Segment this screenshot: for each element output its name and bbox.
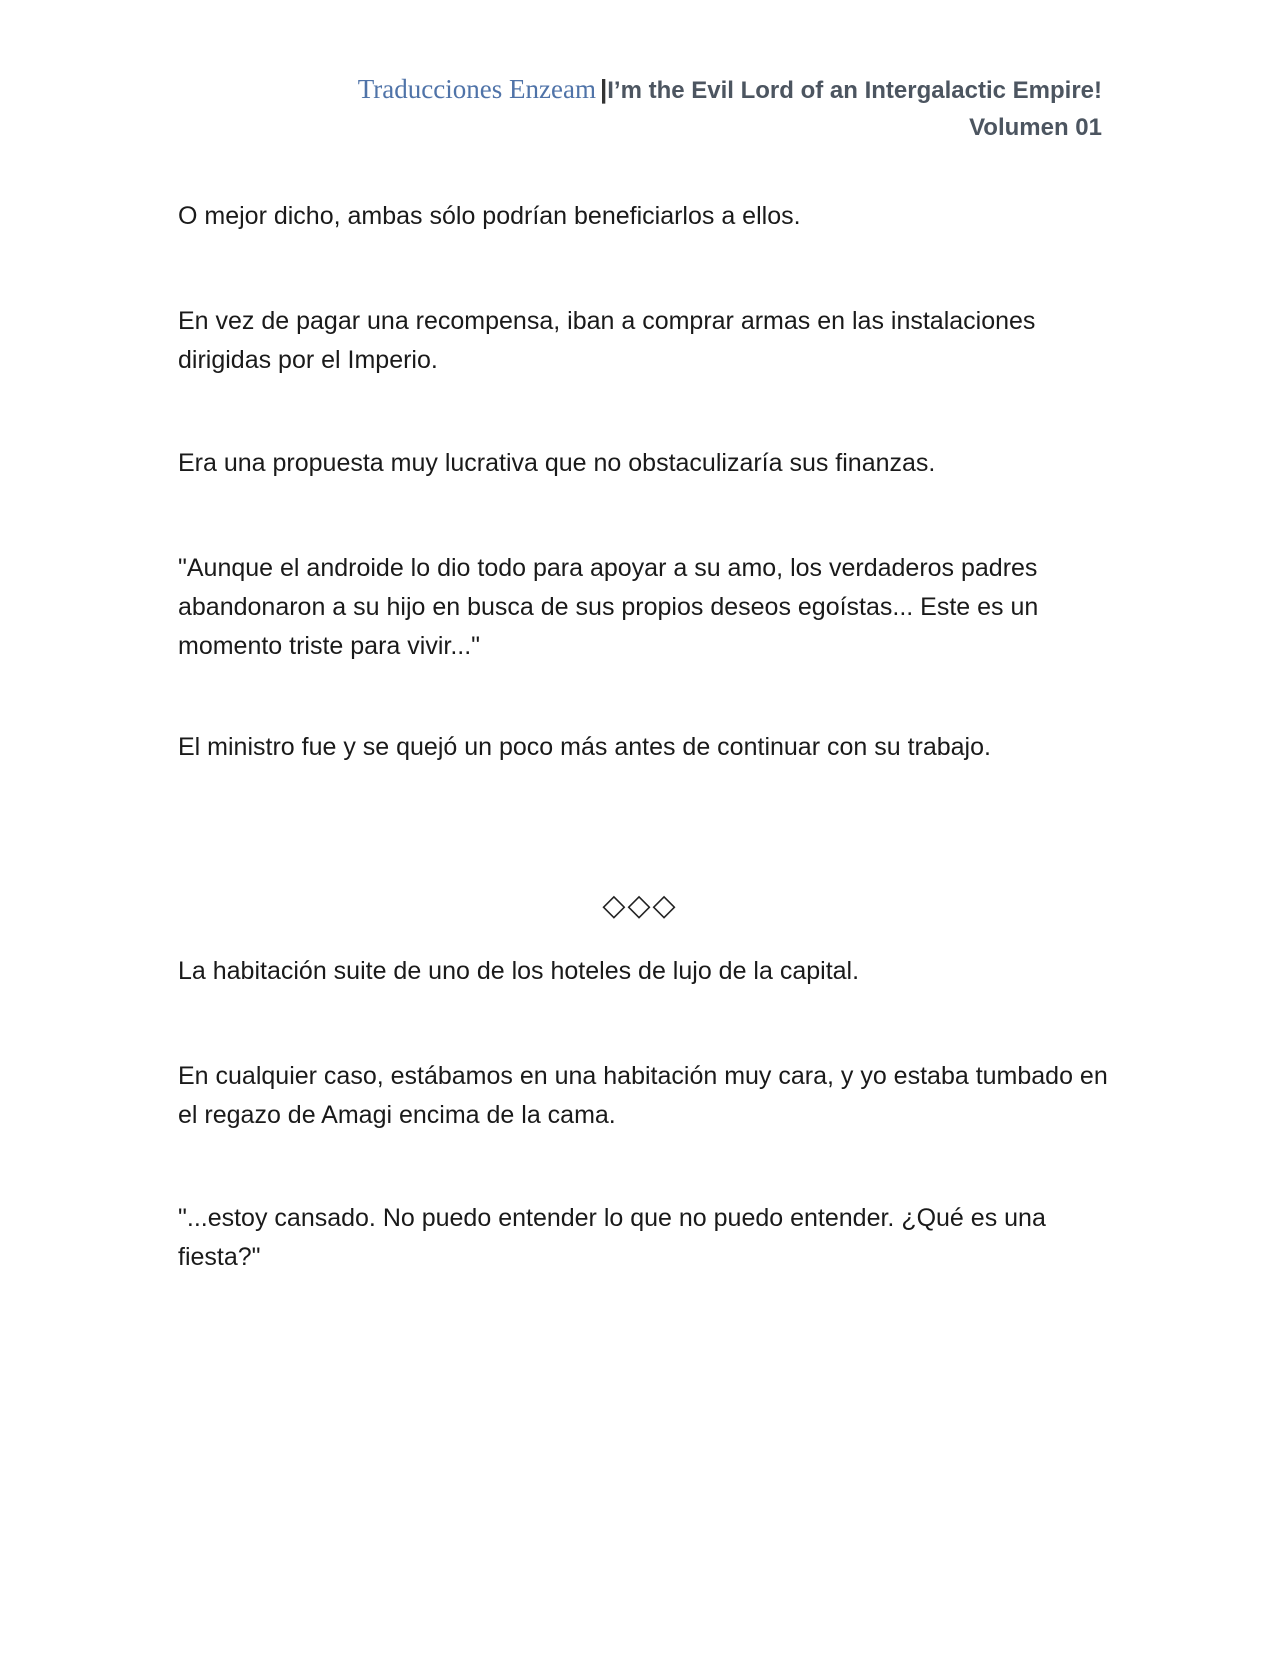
header-volume: Volumen 01: [969, 114, 1102, 141]
paragraph: Era una propuesta muy lucrativa que no obstaculizaría sus finanzas.: [178, 449, 936, 477]
paragraph: O mejor dicho, ambas sólo podrían beneficiarlos a ellos.: [178, 202, 801, 230]
paragraph: "Aunque el androide lo dio todo para apoyar a su amo, los verdaderos padres abandonaron a su hijo en busca de sus propios deseos egoístas... Este es un momento triste para vivir...": [178, 554, 1039, 660]
paragraph: En vez de pagar una recompensa, iban a comprar armas en las instalaciones dirigidas por el Imperio.: [178, 307, 1036, 374]
paragraph: En cualquier caso, estábamos en una habitación muy cara, y yo estaba tumbado en el regazo de Amagi encima de la cama.: [178, 1062, 1108, 1129]
header-line: [202, 72, 1102, 111]
paragraph: La habitación suite de uno de los hoteles de lujo de la capital.: [178, 957, 860, 985]
header-title: I’m the Evil Lord of an Intergalactic Empire!: [607, 77, 1102, 104]
scene-break-diamonds: ◇◇◇: [602, 888, 678, 923]
header-brand: Traducciones Enzeam: [357, 74, 596, 104]
running-header: [202, 72, 1102, 145]
header-separator: |: [599, 74, 608, 104]
paragraph: El ministro fue y se quejó un poco más antes de continuar con su trabajo.: [178, 733, 991, 761]
paragraph: "...estoy cansado. No puedo entender lo que no puedo entender. ¿Qué es una fiesta?": [178, 1204, 1046, 1271]
